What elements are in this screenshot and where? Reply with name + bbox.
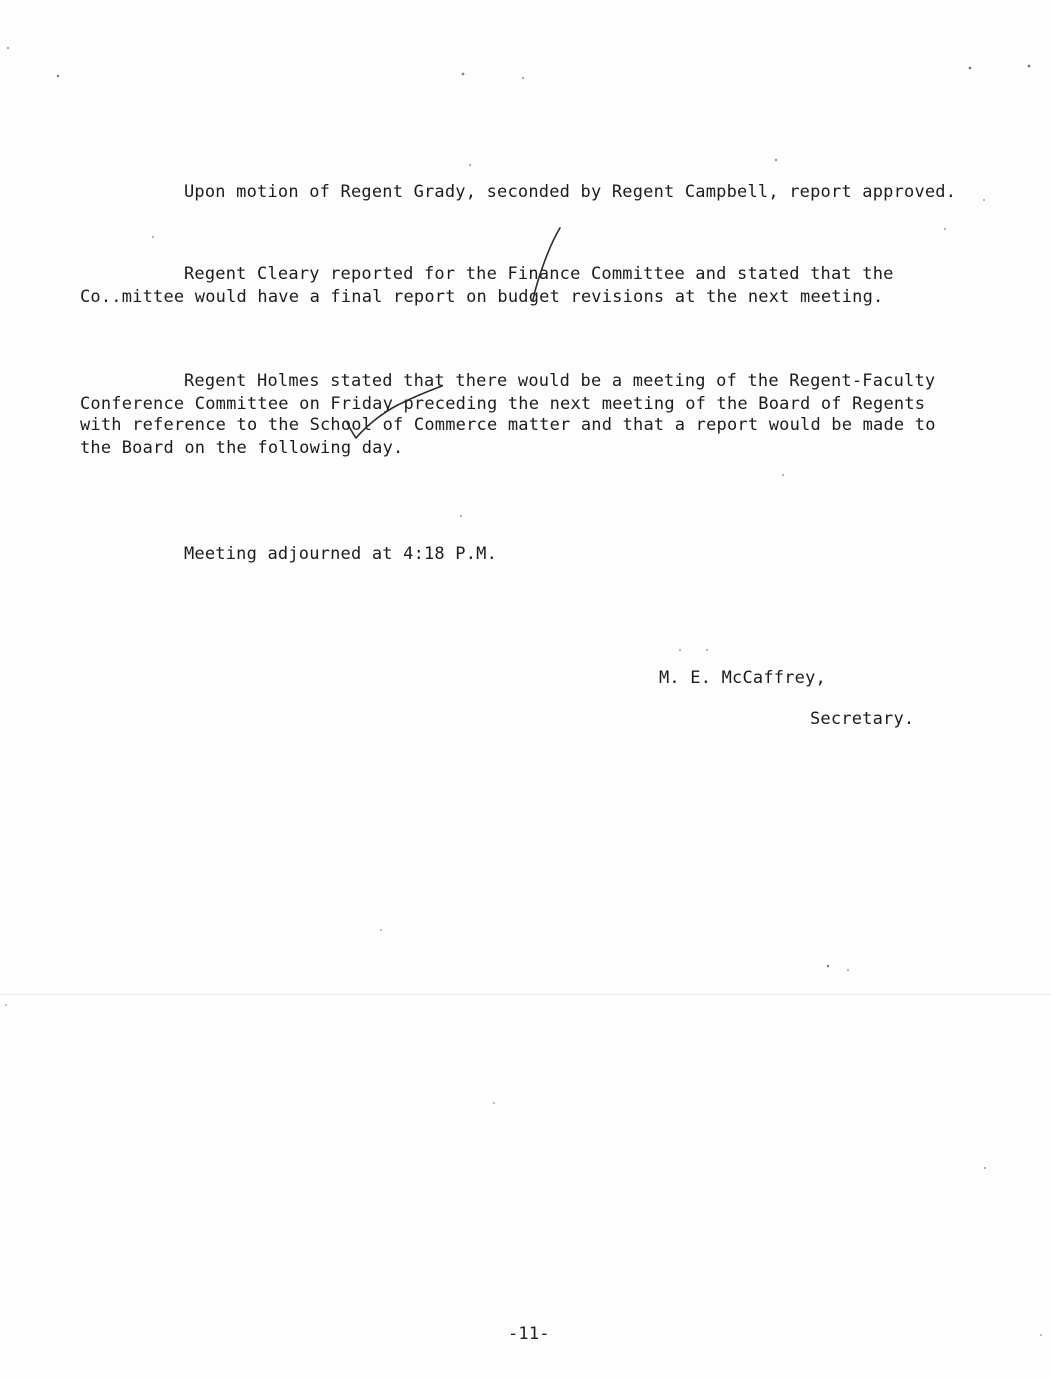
page-number: -11- xyxy=(508,1324,550,1344)
paragraph-adjourned: Meeting adjourned at 4:18 P.M. xyxy=(184,544,498,564)
paragraph-conference-line-3: with reference to the School of Commerce matter and that a report would be made to xyxy=(80,415,936,435)
paragraph-conference-line-1: Regent Holmes stated that there would be a meeting of the Regent-Faculty xyxy=(184,371,936,391)
paragraph-conference-line-2: Conference Committee on Friday preceding the next meeting of the Board of Regents xyxy=(80,394,926,414)
paragraph-finance-line-1: Regent Cleary reported for the Finance Committee and stated that the xyxy=(184,264,894,284)
paragraph-conference-line-4: the Board on the following day. xyxy=(80,438,404,458)
signature-title: Secretary. xyxy=(810,709,915,729)
scan-divider-line xyxy=(0,994,1051,995)
paragraph-motion-approved: Upon motion of Regent Grady, seconded by Regent Campbell, report approved. xyxy=(184,182,957,202)
paragraph-finance-line-2: Co..mittee would have a final report on budget revisions at the next meeting. xyxy=(80,287,884,307)
signature-name: M. E. McCaffrey, xyxy=(659,668,826,688)
